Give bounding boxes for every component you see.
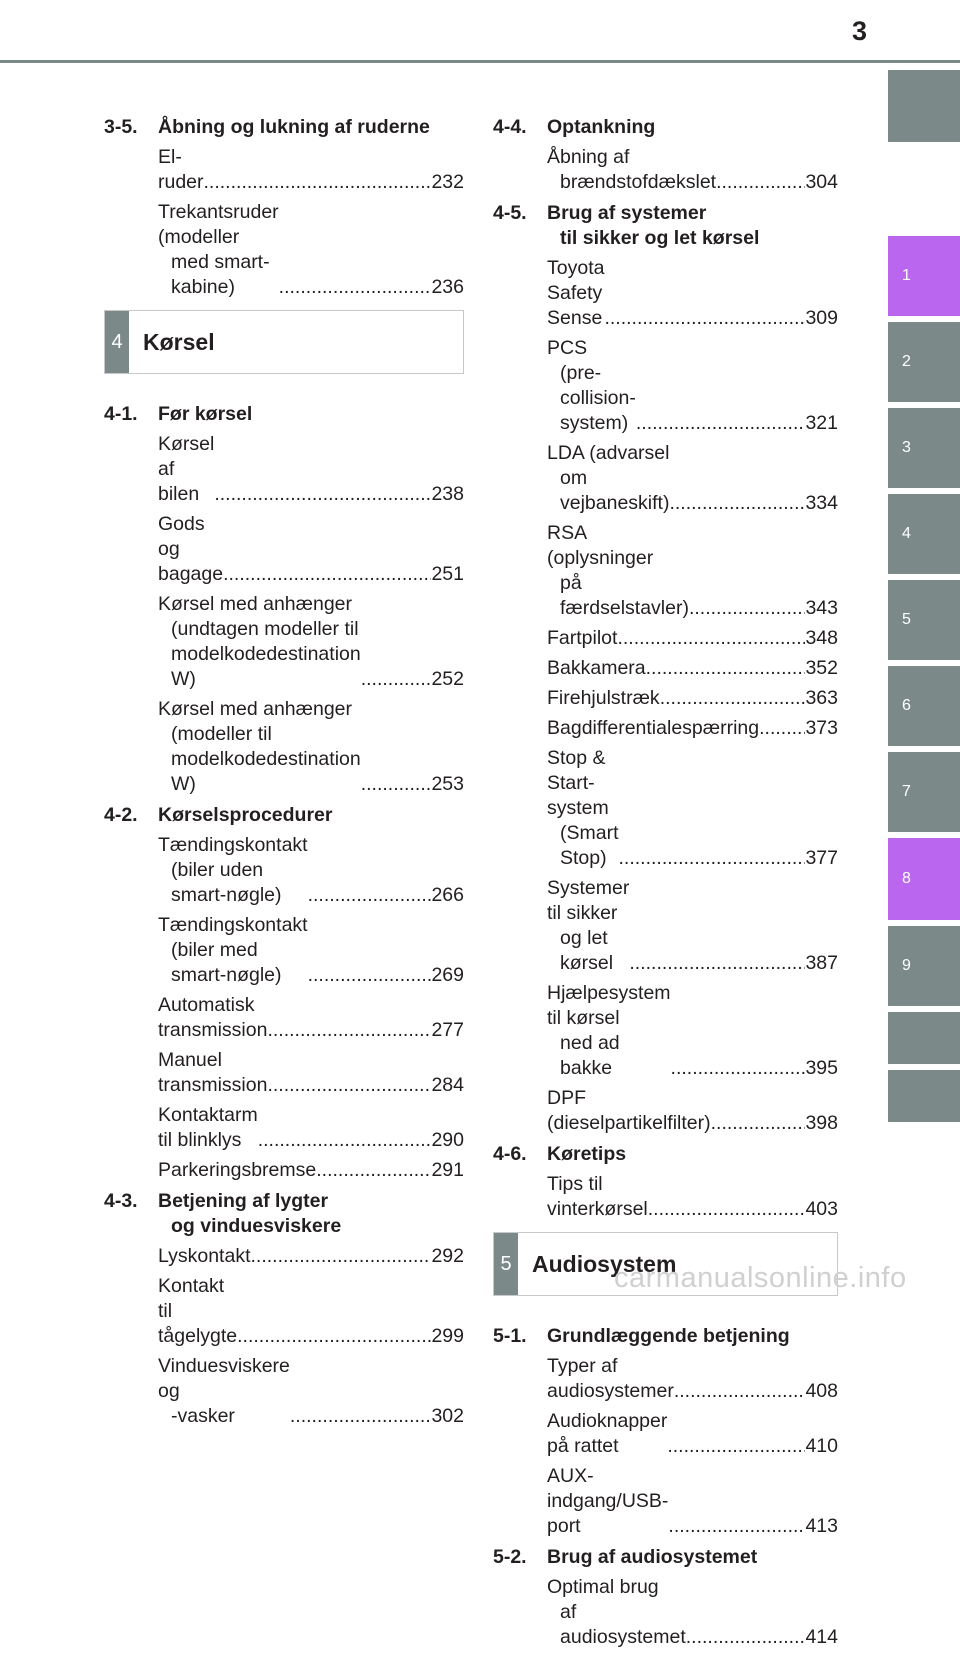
toc-entry[interactable]: Hjælpesystem til kørsel ned ad bakke ..... 395 — [493, 981, 838, 1081]
toc-entry[interactable]: Parkeringsbremse ..... 291 — [104, 1158, 464, 1183]
toc-entry[interactable]: Gods og bagage ..... 251 — [104, 512, 464, 587]
toc-entry[interactable]: Manuel transmission ..... 284 — [104, 1048, 464, 1098]
page-number: 3 — [852, 16, 868, 46]
section-heading: 4-6. Køretips — [493, 1143, 627, 1165]
toc-entry[interactable]: AUX-indgang/USB-port ..... 413 — [493, 1464, 838, 1539]
watermark: carmanualsonline.info — [614, 1262, 907, 1294]
toc-entry[interactable]: Systemer til sikker og let kørsel ..... 387 — [493, 876, 838, 976]
toc-right-column — [493, 115, 838, 1656]
section-heading: 4-1. Før kørsel — [104, 403, 253, 425]
toc-entry[interactable]: Firehjulstræk ..... 363 — [493, 686, 838, 711]
chapter-heading-4 — [104, 310, 464, 374]
chapter-title: Audiosystem — [532, 1250, 677, 1277]
section-heading: 5-1. Grundlæggende betjening — [493, 1325, 790, 1347]
section-heading: 5-2. Brug af audiosystemet — [493, 1546, 758, 1568]
toc-entry[interactable]: Bakkamera ..... 352 — [493, 656, 838, 681]
chapter-tab-1[interactable]: 1 — [888, 236, 960, 316]
chapter-tab-7[interactable]: 7 — [888, 752, 960, 832]
chapter-tab-8[interactable]: 8 — [888, 838, 960, 920]
toc-left-column — [104, 115, 464, 1435]
toc-entry[interactable]: PCS (pre-collision-system) ..... 321 — [493, 336, 838, 436]
toc-entry[interactable]: Automatisk transmission ..... 277 — [104, 993, 464, 1043]
section-heading: 3-5. Åbning og lukning af ruderne — [104, 116, 430, 138]
toc-entry[interactable]: Kørsel med anhænger (undtagen modeller til modelkodedestination W) ..... 252 — [104, 592, 464, 692]
chapter-tab-6[interactable]: 6 — [888, 666, 960, 746]
chapter-tab-3[interactable]: 3 — [888, 408, 960, 488]
toc-entry[interactable]: Kørsel af bilen ..... 238 — [104, 432, 464, 507]
chapter-tab-5[interactable]: 5 — [888, 580, 960, 660]
toc-entry[interactable]: Toyota Safety Sense ..... 309 — [493, 256, 838, 331]
toc-entry[interactable]: Trekantsruder (modeller med smart-kabine) ..... 236 — [104, 200, 464, 300]
toc-entry[interactable]: Typer af audiosystemer ..... 408 — [493, 1354, 838, 1404]
chapter-tab-9[interactable]: 9 — [888, 926, 960, 1006]
toc-entry[interactable]: Kontakt til tågelygte ..... 299 — [104, 1274, 464, 1349]
chapter-tab-blank-top[interactable] — [888, 70, 960, 142]
header-rule — [0, 60, 960, 63]
toc-entry[interactable]: Fartpilot ..... 348 — [493, 626, 838, 651]
toc-entry[interactable]: Stop & Start-system (Smart Stop) ..... 377 — [493, 746, 838, 871]
toc-entry[interactable]: Tips til vinterkørsel ..... 403 — [493, 1172, 838, 1222]
toc-entry[interactable]: Tændingskontakt (biler uden smart-nøgle) ..... 266 — [104, 833, 464, 908]
toc-entry[interactable]: Lyskontakt ..... 292 — [104, 1244, 464, 1269]
chapter-title: Kørsel — [143, 328, 215, 355]
chapter-tab-blank-1[interactable] — [888, 1012, 960, 1064]
toc-entry[interactable]: Åbning af brændstofdækslet ..... 304 — [493, 145, 838, 195]
toc-entry[interactable]: RSA (oplysninger på færdselstavler) ..... 343 — [493, 521, 838, 621]
toc-entry[interactable]: El-ruder ..... 232 — [104, 145, 464, 195]
section-heading: 4-2. Kørselsprocedurer — [104, 804, 333, 826]
toc-entry[interactable]: Optimal brug af audiosystemet ..... 414 — [493, 1575, 838, 1650]
chapter-tab-4[interactable]: 4 — [888, 494, 960, 574]
section-heading: 4-3. Betjening af lygter og vinduesviskere — [104, 1190, 342, 1237]
toc-entry[interactable]: LDA (advarsel om vejbaneskift) ..... 334 — [493, 441, 838, 516]
chapter-number: 5 — [494, 1233, 518, 1295]
toc-entry[interactable]: Kørsel med anhænger (modeller til modelkodedestination W) ..... 253 — [104, 697, 464, 797]
section-heading: 4-4. Optankning — [493, 116, 656, 138]
chapter-tab-2[interactable]: 2 — [888, 322, 960, 402]
toc-entry[interactable]: Vinduesviskere og -vasker ..... 302 — [104, 1354, 464, 1429]
toc-entry[interactable]: Audioknapper på rattet ..... 410 — [493, 1409, 838, 1459]
section-heading: 4-5. Brug af systemer til sikker og let kørsel — [493, 202, 760, 249]
toc-entry[interactable]: Kontaktarm til blinklys ..... 290 — [104, 1103, 464, 1153]
toc-entry[interactable]: Tændingskontakt (biler med smart-nøgle) ..... 269 — [104, 913, 464, 988]
chapter-number: 4 — [105, 311, 129, 373]
chapter-tab-blank-2[interactable] — [888, 1070, 960, 1122]
toc-entry[interactable]: DPF (dieselpartikelfilter) ..... 398 — [493, 1086, 838, 1136]
toc-entry[interactable]: Bagdifferentialespærring ..... 373 — [493, 716, 838, 741]
